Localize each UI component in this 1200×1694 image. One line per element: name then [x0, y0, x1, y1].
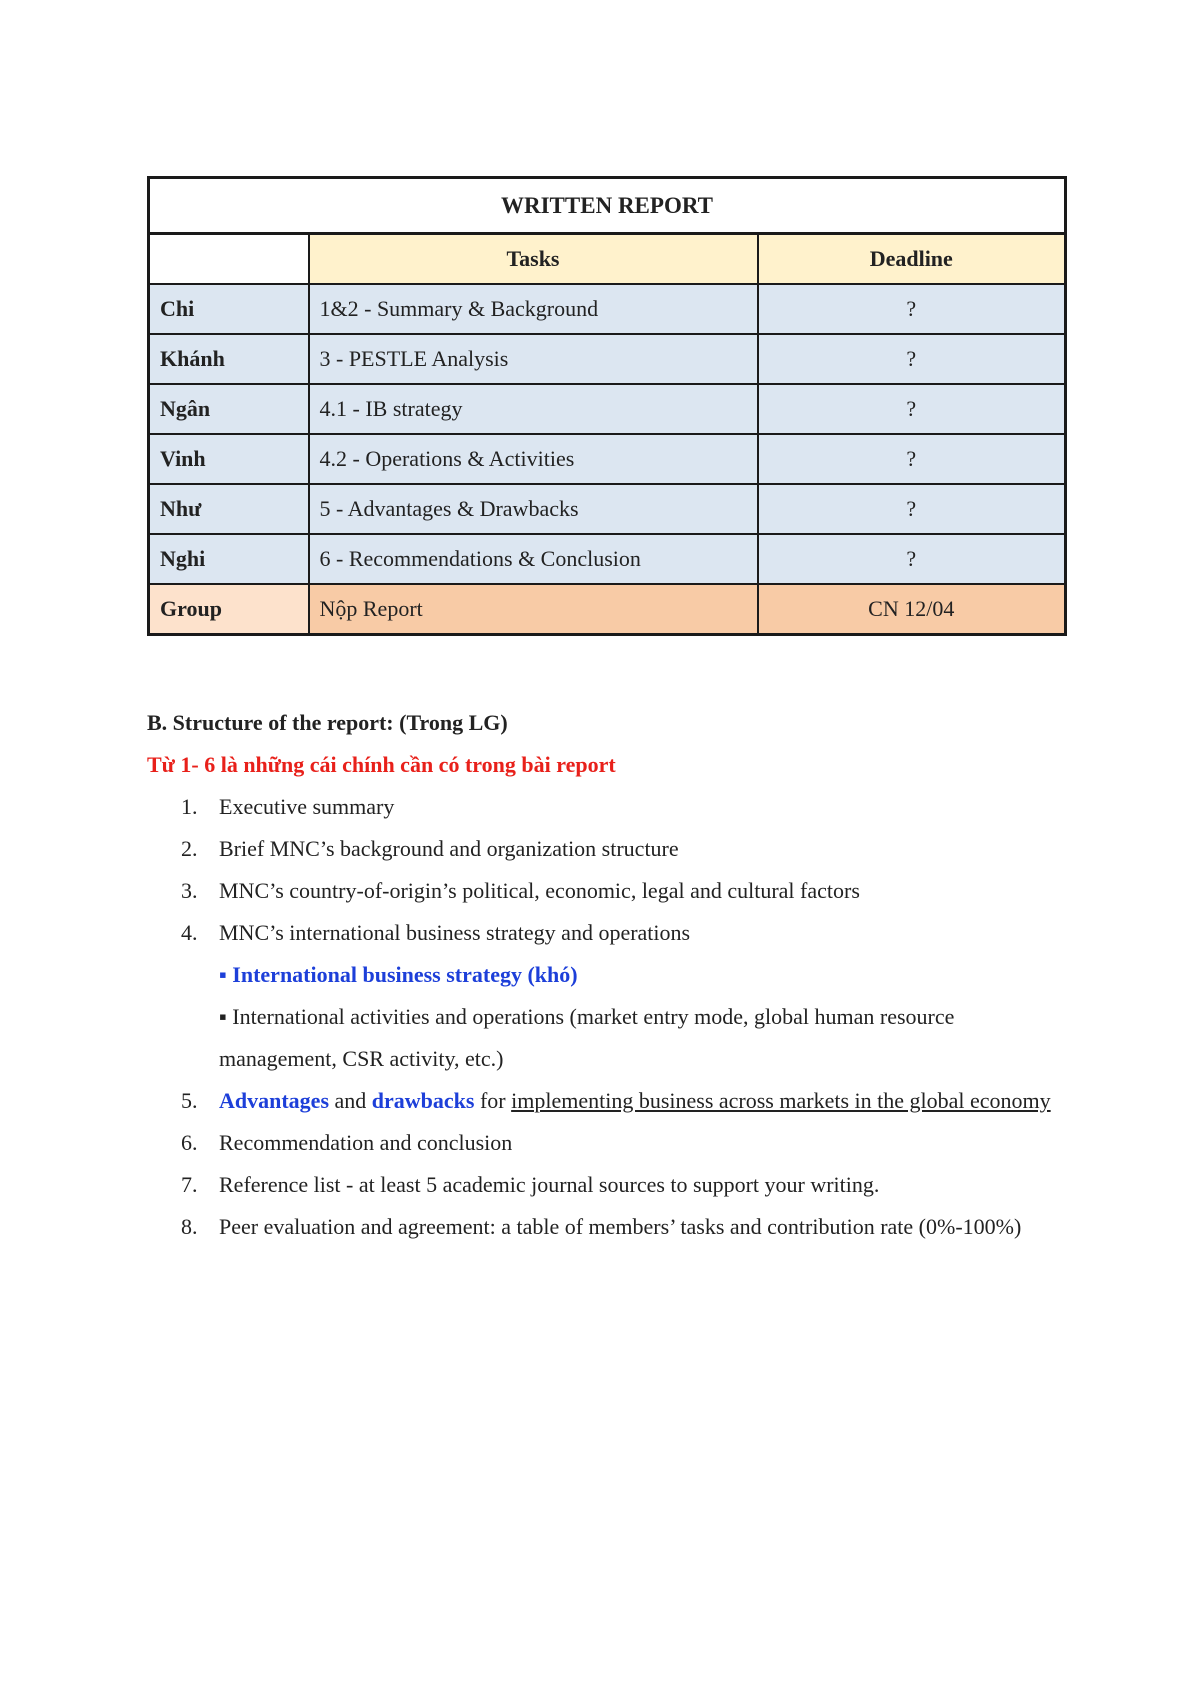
member-task: 4.1 - IB strategy	[309, 384, 758, 434]
item-text: Reference list - at least 5 academic journal sources to support your writing.	[219, 1172, 880, 1197]
member-task: 3 - PESTLE Analysis	[309, 334, 758, 384]
and-text: and	[334, 1088, 367, 1113]
drawbacks-text: drawbacks	[371, 1088, 475, 1113]
sub-item-activities: ▪ International activities and operations (market entry mode, global human resource management, CSR activity, etc.)	[219, 1004, 955, 1071]
table-row	[149, 284, 1066, 334]
member-name: Chi	[149, 284, 309, 334]
header-deadline: Deadline	[758, 234, 1066, 285]
member-task: 6 - Recommendations & Conclusion	[309, 534, 758, 584]
member-name: Ngân	[149, 384, 309, 434]
group-name: Group	[149, 584, 309, 635]
group-row	[149, 584, 1066, 635]
member-deadline: ?	[758, 334, 1066, 384]
group-task: Nộp Report	[309, 584, 758, 635]
member-name: Vinh	[149, 434, 309, 484]
table-title: WRITTEN REPORT	[149, 178, 1066, 234]
table-header-row	[149, 234, 1066, 285]
item-number: 4.	[181, 920, 198, 945]
structure-list	[147, 786, 1067, 1248]
list-item	[147, 1206, 1067, 1248]
underlined-text: implementing business across markets in the global economy	[511, 1088, 1051, 1113]
table-row	[149, 534, 1066, 584]
header-blank	[149, 234, 309, 285]
item-text: MNC’s country-of-origin’s political, economic, legal and cultural factors	[219, 878, 860, 903]
table-row	[149, 334, 1066, 384]
member-deadline: ?	[758, 534, 1066, 584]
member-deadline: ?	[758, 284, 1066, 334]
list-item	[147, 828, 1067, 870]
list-item	[147, 1080, 1067, 1122]
item-number: 2.	[181, 836, 198, 861]
member-deadline: ?	[758, 384, 1066, 434]
member-task: 5 - Advantages & Drawbacks	[309, 484, 758, 534]
item-number: 8.	[181, 1214, 198, 1239]
list-item	[147, 786, 1067, 828]
item-text: Brief MNC’s background and organization structure	[219, 836, 679, 861]
item-number: 5.	[181, 1088, 198, 1113]
table-title-row	[149, 178, 1066, 234]
section-title: B. Structure of the report: (Trong LG)	[147, 710, 508, 735]
member-deadline: ?	[758, 434, 1066, 484]
advantages-text: Advantages	[219, 1088, 330, 1113]
item-number: 1.	[181, 794, 198, 819]
table-row	[149, 484, 1066, 534]
table-row	[149, 434, 1066, 484]
member-task: 4.2 - Operations & Activities	[309, 434, 758, 484]
report-structure-section	[147, 702, 1067, 1248]
list-item	[147, 870, 1067, 912]
list-item	[147, 1122, 1067, 1164]
written-report-table	[147, 176, 1067, 636]
item-text: Executive summary	[219, 794, 395, 819]
member-task: 1&2 - Summary & Background	[309, 284, 758, 334]
member-name: Như	[149, 484, 309, 534]
member-name: Nghi	[149, 534, 309, 584]
list-item	[147, 1164, 1067, 1206]
group-deadline: CN 12/04	[758, 584, 1066, 635]
member-name: Khánh	[149, 334, 309, 384]
item-text: MNC’s international business strategy and operations	[219, 920, 691, 945]
item-text: Peer evaluation and agreement: a table of members’ tasks and contribution rate (0%-100%)	[219, 1214, 1022, 1239]
member-deadline: ?	[758, 484, 1066, 534]
item-text: Recommendation and conclusion	[219, 1130, 513, 1155]
list-item	[147, 912, 1067, 1080]
for-text: for	[479, 1088, 506, 1113]
table-row	[149, 384, 1066, 434]
item-number: 7.	[181, 1172, 198, 1197]
item-number: 3.	[181, 878, 198, 903]
sub-item-ib-strategy: ▪ International business strategy (khó)	[219, 962, 578, 987]
section-note: Từ 1- 6 là những cái chính cần có trong bài report	[147, 752, 616, 777]
item-number: 6.	[181, 1130, 198, 1155]
header-tasks: Tasks	[309, 234, 758, 285]
